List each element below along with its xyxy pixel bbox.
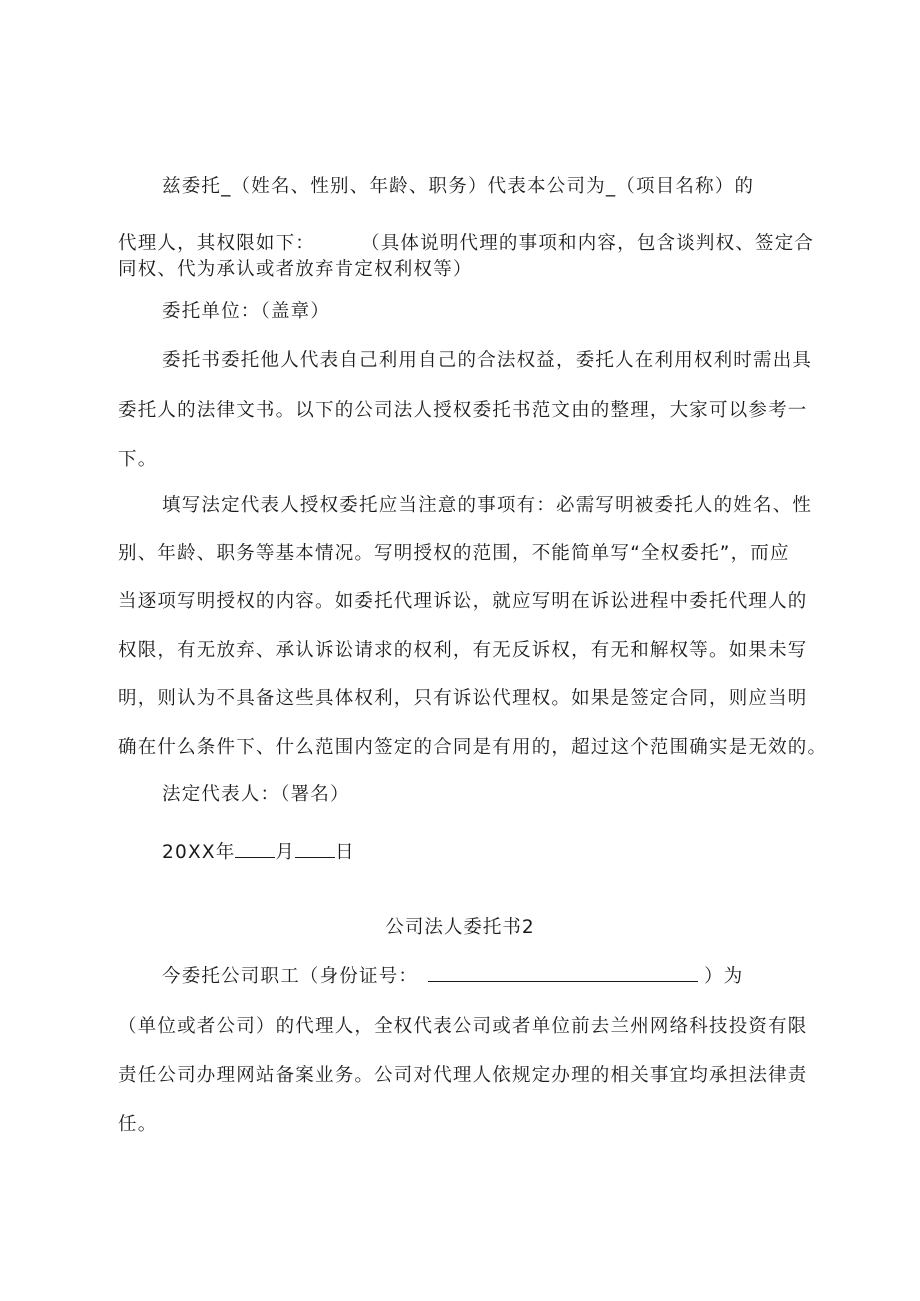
- para3-line5: 明，则认为不具备这些具体权利，只有诉讼代理权。如果是签定合同，则应当明: [118, 688, 808, 709]
- section-title: 公司法人委托书2: [385, 917, 535, 938]
- id-number-blank: [428, 963, 698, 982]
- para3-line1: 填写法定代表人授权委托应当注意的事项有：必需写明被委托人的姓名、性: [162, 495, 813, 516]
- para3-line6: 确在什么条件下、什么范围内签定的合同是有用的，超过这个范围确实是无效的。: [118, 737, 828, 758]
- para4-line1: [162, 963, 744, 990]
- para4-line4: 任。: [118, 1114, 158, 1135]
- para3-line3: 当逐项写明授权的内容。如委托代理诉讼，就应写明在诉讼进程中委托代理人的: [118, 591, 808, 612]
- para4-line1-start: 今委托公司职工（身份证号：: [162, 966, 419, 987]
- para2-line3: 下。: [118, 449, 158, 470]
- date-month: 月: [275, 842, 296, 863]
- representative-line: 法定代表人：（署名）: [162, 784, 350, 805]
- para3-line4: 权限，有无放弃、承认诉讼请求的权利，有无反诉权，有无和解权等。如果未写: [118, 640, 808, 661]
- para4-line3: 责任公司办理网站备案业务。公司对代理人依规定办理的相关事宜均承担法律责: [118, 1065, 808, 1086]
- para4-line1-end: ）为: [704, 966, 744, 987]
- para3-line2: 别、年龄、职务等基本情况。写明授权的范围，不能简单写“全权委托”，而应: [118, 543, 790, 564]
- para1-line3: 同权、代为承认或者放弃肯定权利权等）: [118, 259, 473, 280]
- seal-line: 委托单位：（盖章）: [162, 301, 331, 322]
- date-line: [162, 839, 355, 866]
- para1-line2-start: 代理人，其权限如下：: [118, 233, 316, 254]
- para1-line2: [118, 231, 814, 257]
- para2-line1: 委托书委托他人代表自己利用自己的合法权益，委托人在利用权利时需出具: [162, 350, 813, 371]
- para1-line1: 兹委托_（姓名、性别、年龄、职务）代表本公司为_（项目名称）的: [162, 176, 755, 197]
- date-year: 20XX年: [162, 842, 236, 863]
- para4-line2: （单位或者公司）的代理人，全权代表公司或者单位前去兰州网络科技投资有限: [118, 1016, 808, 1037]
- day-blank: [295, 839, 335, 858]
- month-blank: [235, 839, 275, 858]
- para1-line2-end: （具体说明代理的事项和内容，包含谈判权、签定合: [361, 233, 815, 254]
- date-day: 日: [335, 842, 355, 863]
- para2-line2: 委托人的法律文书。以下的公司法人授权委托书范文由的整理，大家可以参考一: [118, 400, 808, 421]
